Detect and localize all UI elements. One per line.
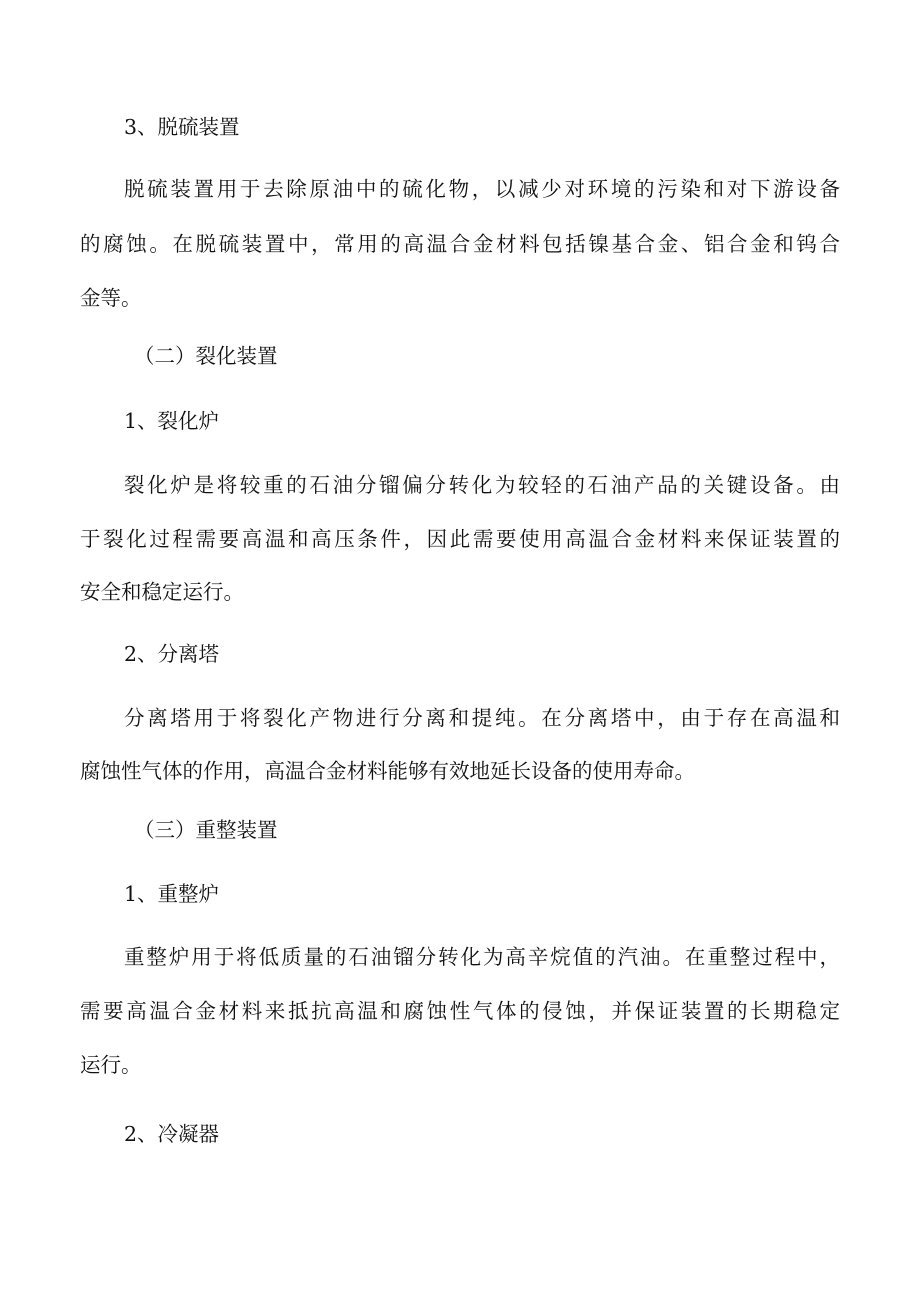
subsection-heading-separation-tower: 2、分离塔 bbox=[124, 642, 220, 666]
subsection-heading-cracking-furnace: 1、裂化炉 bbox=[124, 409, 220, 433]
section-heading-desulfurization: 3、脱硫装置 bbox=[124, 115, 240, 139]
paragraph-line: 分离塔用于将裂化产物进行分离和提纯。在分离塔中，由于存在高温和 bbox=[124, 706, 840, 730]
paragraph-line: 需要高温合金材料来抵抗高温和腐蚀性气体的侵蚀，并保证装置的长期稳定 bbox=[80, 999, 840, 1023]
document-page bbox=[80, 0, 840, 1301]
paragraph-line: 的腐蚀。在脱硫装置中，常用的高温合金材料包括镍基合金、铝合金和钨合 bbox=[80, 232, 840, 256]
paragraph-line: 脱硫装置用于去除原油中的硫化物，以减少对环境的污染和对下游设备 bbox=[124, 177, 840, 201]
paragraph-line: 腐蚀性气体的作用，高温合金材料能够有效地延长设备的使用寿命。 bbox=[80, 759, 695, 783]
section-heading-reforming-unit: （三）重整装置 bbox=[134, 818, 278, 842]
paragraph-line: 裂化炉是将较重的石油分镏偏分转化为较轻的石油产品的关键设备。由 bbox=[124, 473, 840, 497]
subsection-heading-reforming-furnace: 1、重整炉 bbox=[124, 882, 220, 906]
paragraph-line: 安全和稳定运行。 bbox=[80, 580, 244, 604]
paragraph-line: 金等。 bbox=[80, 286, 142, 310]
subsection-heading-condenser: 2、冷凝器 bbox=[124, 1122, 220, 1146]
paragraph-line: 重整炉用于将低质量的石油镏分转化为高辛烷值的汽油。在重整过程中， bbox=[124, 945, 840, 969]
section-heading-cracking-unit: （二）裂化装置 bbox=[134, 344, 278, 368]
paragraph-line: 于裂化过程需要高温和高压条件，因此需要使用高温合金材料来保证装置的 bbox=[80, 527, 840, 551]
paragraph-line: 运行。 bbox=[80, 1053, 142, 1077]
